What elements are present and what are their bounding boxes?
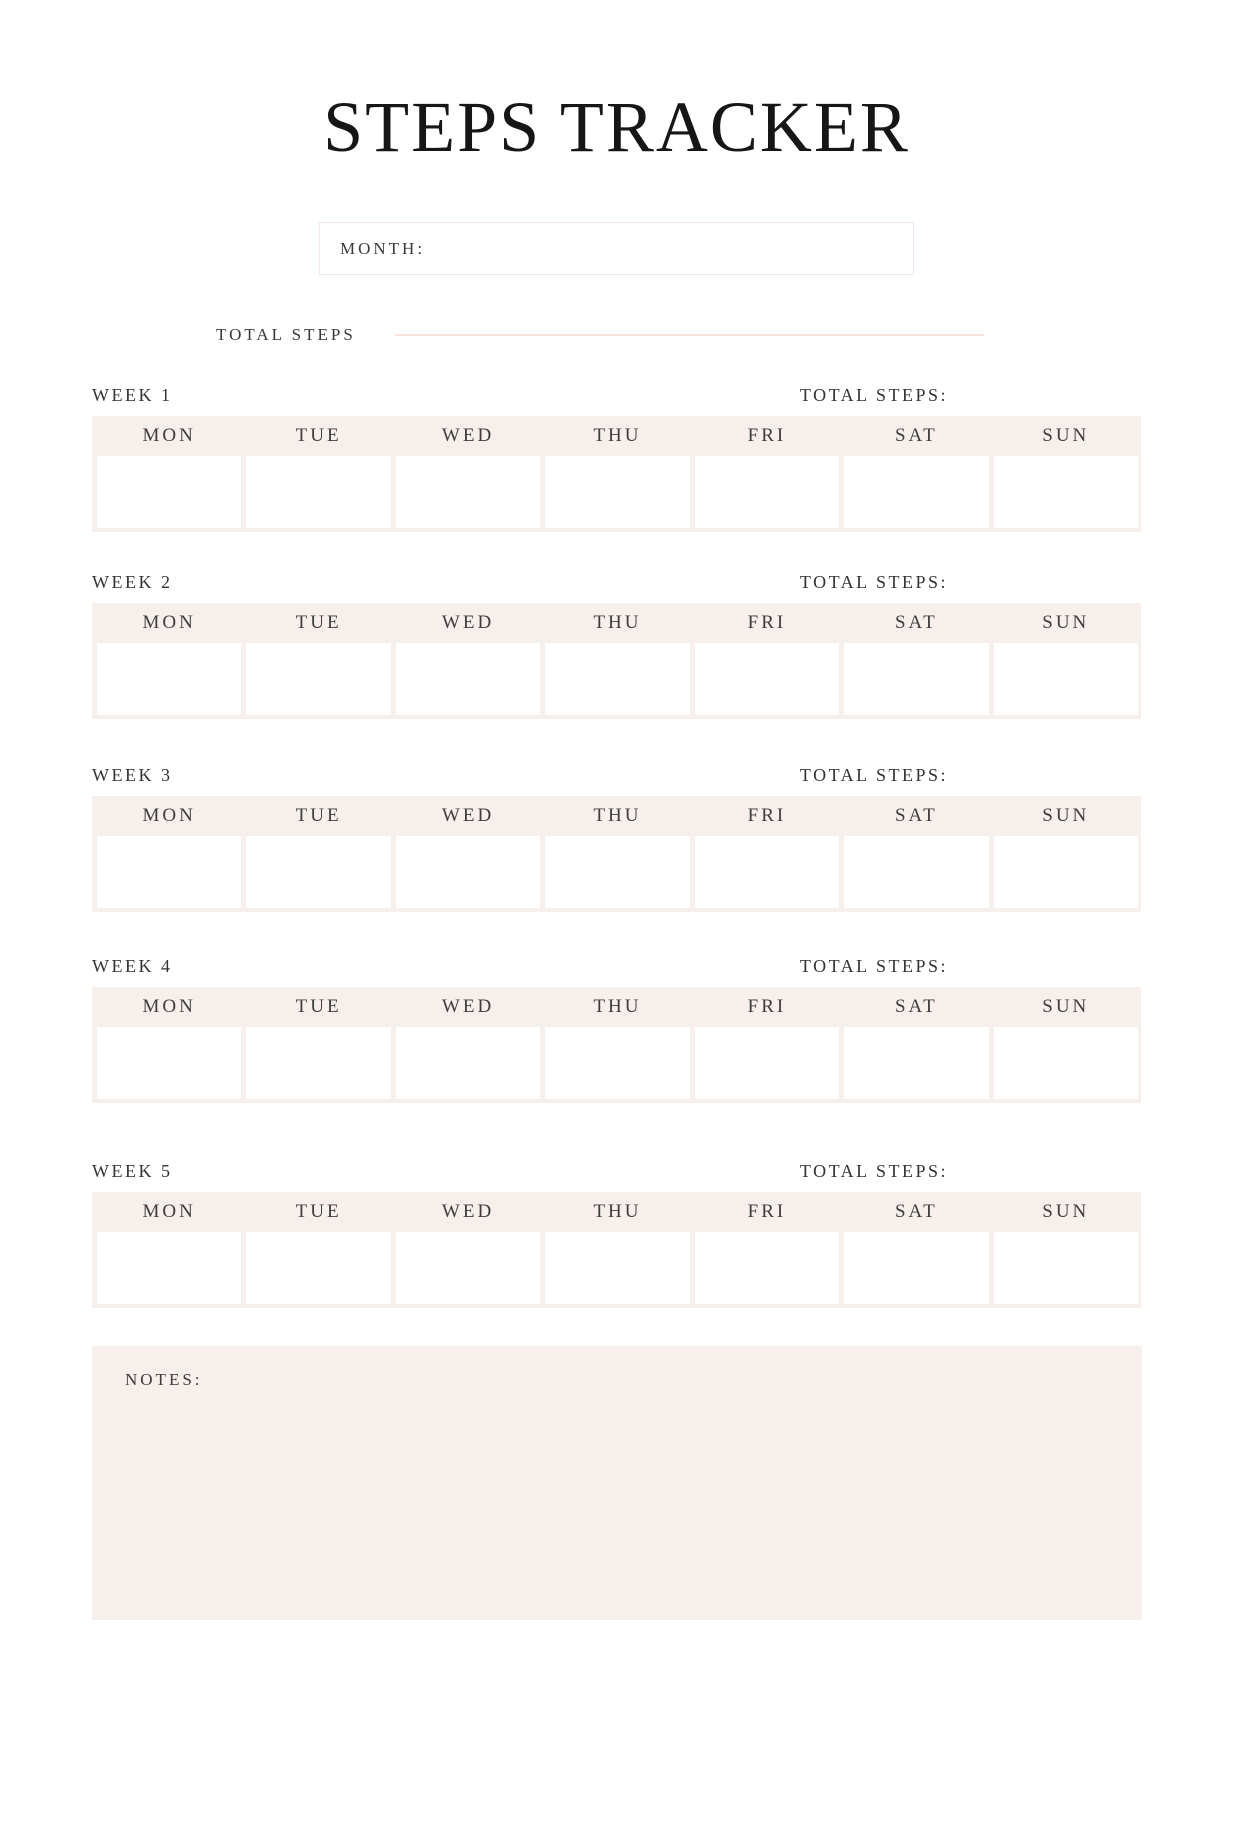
- day-header-mon: MON: [142, 996, 196, 1017]
- week-table: [92, 416, 1141, 532]
- day-header-thu: THU: [593, 805, 642, 826]
- steps-cell[interactable]: [246, 643, 390, 715]
- steps-cell[interactable]: [844, 1027, 988, 1099]
- day-header-fri: FRI: [747, 1201, 787, 1222]
- day-header-tue: TUE: [295, 1201, 342, 1222]
- day-header-mon: MON: [142, 1201, 196, 1222]
- week-total: [800, 571, 958, 593]
- day-header-sun: SUN: [1042, 1201, 1090, 1222]
- steps-cell[interactable]: [695, 456, 839, 528]
- week-label: WEEK 3: [92, 765, 173, 785]
- steps-cell[interactable]: [545, 836, 689, 908]
- week-total: [800, 384, 958, 406]
- cells-row: [97, 1027, 1138, 1099]
- day-header-sun: SUN: [1042, 996, 1090, 1017]
- steps-cell[interactable]: [246, 456, 390, 528]
- steps-cell[interactable]: [994, 1027, 1138, 1099]
- steps-cell[interactable]: [97, 643, 241, 715]
- day-header-sun: SUN: [1042, 805, 1090, 826]
- cells-row: [97, 643, 1138, 715]
- day-header-sat: SAT: [894, 1201, 938, 1222]
- grand-total-fill-line[interactable]: [395, 334, 984, 336]
- steps-cell[interactable]: [97, 836, 241, 908]
- week-head: [92, 764, 1141, 786]
- week-table: [92, 796, 1141, 912]
- day-header-thu: THU: [593, 996, 642, 1017]
- week-table: [92, 603, 1141, 719]
- week-section: [92, 764, 1141, 912]
- steps-cell[interactable]: [396, 836, 540, 908]
- day-header-fri: FRI: [747, 612, 787, 633]
- grand-total-row: [92, 325, 1141, 345]
- day-header-row: [97, 796, 1138, 836]
- month-label: MONTH:: [340, 238, 426, 258]
- week-head: [92, 1160, 1141, 1182]
- day-header-fri: FRI: [747, 425, 787, 446]
- week-section: [92, 571, 1141, 719]
- cells-row: [97, 836, 1138, 908]
- week-total: [800, 764, 958, 786]
- day-header-sat: SAT: [894, 425, 938, 446]
- week-table: [92, 987, 1141, 1103]
- steps-cell[interactable]: [97, 1027, 241, 1099]
- week-head: [92, 384, 1141, 406]
- steps-cell[interactable]: [97, 1232, 241, 1304]
- steps-cell[interactable]: [246, 836, 390, 908]
- week-total: [800, 1160, 958, 1182]
- day-header-sat: SAT: [894, 805, 938, 826]
- day-header-wed: WED: [441, 612, 495, 633]
- day-header-wed: WED: [441, 1201, 495, 1222]
- week-head: [92, 955, 1141, 977]
- steps-cell[interactable]: [396, 643, 540, 715]
- day-header-row: [97, 416, 1138, 456]
- steps-cell[interactable]: [545, 1232, 689, 1304]
- steps-cell[interactable]: [545, 1027, 689, 1099]
- week-table: [92, 1192, 1141, 1308]
- week-section: [92, 1160, 1141, 1308]
- steps-cell[interactable]: [695, 836, 839, 908]
- notes-box[interactable]: [92, 1346, 1142, 1620]
- week-total-label: TOTAL STEPS:: [799, 385, 948, 405]
- page-title: STEPS TRACKER: [323, 87, 910, 167]
- day-header-mon: MON: [142, 425, 196, 446]
- day-header-fri: FRI: [747, 996, 787, 1017]
- day-header-sun: SUN: [1042, 612, 1090, 633]
- steps-cell[interactable]: [545, 456, 689, 528]
- week-section: [92, 384, 1141, 532]
- week-section: [92, 955, 1141, 1103]
- day-header-tue: TUE: [295, 612, 342, 633]
- steps-cell[interactable]: [396, 1027, 540, 1099]
- day-header-wed: WED: [441, 425, 495, 446]
- steps-cell[interactable]: [994, 456, 1138, 528]
- month-input-box[interactable]: [319, 222, 914, 275]
- steps-cell[interactable]: [844, 836, 988, 908]
- steps-cell[interactable]: [396, 1232, 540, 1304]
- day-header-thu: THU: [593, 425, 642, 446]
- steps-cell[interactable]: [246, 1232, 390, 1304]
- steps-cell[interactable]: [844, 643, 988, 715]
- steps-cell[interactable]: [396, 456, 540, 528]
- day-header-tue: TUE: [295, 805, 342, 826]
- day-header-row: [97, 987, 1138, 1027]
- steps-cell[interactable]: [97, 456, 241, 528]
- notes-label: NOTES:: [125, 1370, 203, 1389]
- steps-cell[interactable]: [545, 643, 689, 715]
- steps-cell[interactable]: [695, 1027, 839, 1099]
- steps-cell[interactable]: [994, 1232, 1138, 1304]
- steps-cell[interactable]: [246, 1027, 390, 1099]
- day-header-wed: WED: [441, 996, 495, 1017]
- week-total-label: TOTAL STEPS:: [799, 1161, 948, 1181]
- day-header-tue: TUE: [295, 425, 342, 446]
- day-header-mon: MON: [142, 612, 196, 633]
- day-header-tue: TUE: [295, 996, 342, 1017]
- day-header-fri: FRI: [747, 805, 787, 826]
- week-label: WEEK 2: [92, 572, 173, 592]
- steps-cell[interactable]: [994, 643, 1138, 715]
- day-header-row: [97, 1192, 1138, 1232]
- grand-total-label: TOTAL STEPS: [216, 325, 356, 344]
- week-label: WEEK 1: [92, 385, 173, 405]
- day-header-mon: MON: [142, 805, 196, 826]
- steps-cell[interactable]: [695, 643, 839, 715]
- cells-row: [97, 456, 1138, 528]
- day-header-row: [97, 603, 1138, 643]
- week-total: [800, 955, 958, 977]
- page: [92, 88, 1141, 1620]
- week-head: [92, 571, 1141, 593]
- day-header-thu: THU: [593, 612, 642, 633]
- week-total-label: TOTAL STEPS:: [799, 572, 948, 592]
- steps-cell[interactable]: [695, 1232, 839, 1304]
- day-header-wed: WED: [441, 805, 495, 826]
- day-header-sun: SUN: [1042, 425, 1090, 446]
- steps-cell[interactable]: [844, 1232, 988, 1304]
- week-label: WEEK 4: [92, 956, 173, 976]
- day-header-sat: SAT: [894, 612, 938, 633]
- week-label: WEEK 5: [92, 1161, 173, 1181]
- steps-cell[interactable]: [844, 456, 988, 528]
- week-total-label: TOTAL STEPS:: [799, 956, 948, 976]
- day-header-thu: THU: [593, 1201, 642, 1222]
- steps-cell[interactable]: [994, 836, 1138, 908]
- week-total-label: TOTAL STEPS:: [799, 765, 948, 785]
- cells-row: [97, 1232, 1138, 1304]
- day-header-sat: SAT: [894, 996, 938, 1017]
